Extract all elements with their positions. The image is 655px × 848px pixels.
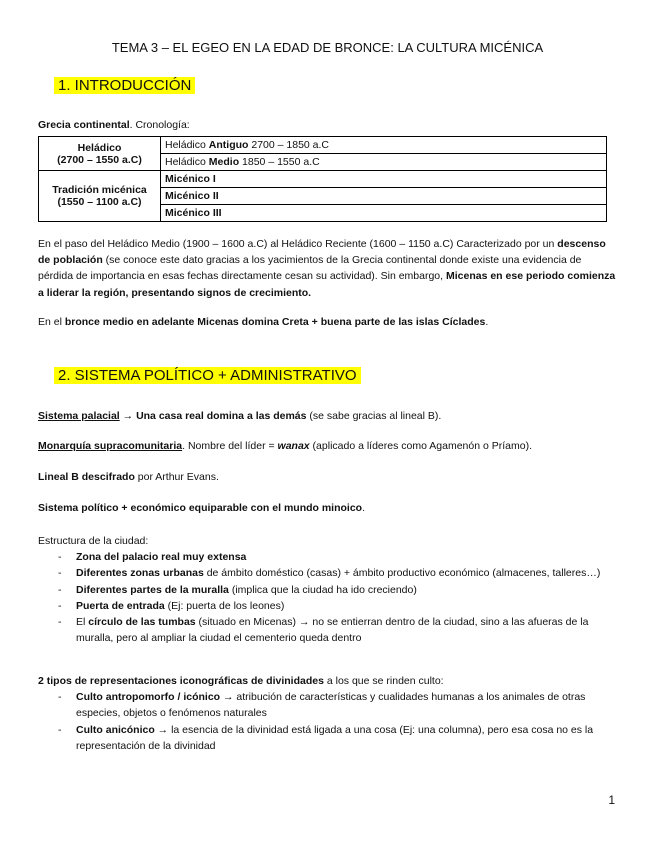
table-row (39, 171, 607, 188)
grecia-continental-label: Grecia continental. Cronología: (38, 119, 190, 131)
list-item: - Puerta de entrada (Ej: puerta de los leones) (38, 598, 618, 614)
page-title: TEMA 3 – EL EGEO EN LA EDAD DE BRONCE: LA CULTURA MICÉNICA (111, 40, 544, 55)
section-heading-sistema-politico: 2. SISTEMA POLÍTICO + ADMINISTRATIVO (54, 367, 361, 384)
chronology-table (38, 136, 607, 222)
line-sistema-palacial: Sistema palacial → Una casa real domina a las demás (se sabe gracias al lineal B). (38, 410, 442, 422)
list-item: - Culto antropomorfo / icónico → atribución de características y cualidades humanas a los animales de otras especies, objetos o fenómenos naturales (38, 689, 618, 721)
table-cell: Micénico III (161, 205, 607, 222)
table-cell: Micénico I (161, 171, 607, 188)
estructura-list (38, 549, 618, 646)
table-row (39, 137, 607, 154)
estructura-intro: Estructura de la ciudad: (38, 535, 149, 547)
list-item: - Culto anicónico → la esencia de la divinidad está ligada a una cosa (Ej: una columna), pero esa cosa no es la representación de la divinidad (38, 722, 618, 754)
paragraph-heladico: En el paso del Heládico Medio (1900 – 1600 a.C) al Heládico Reciente (1600 – 1150 a.C) Caracterizado por un descenso de población (se conoce este dato gracias a los yacimientos de la Grecia continental donde existe una evidencia de pérdida de importancia en esas fechas directamente cesan su actividad). Sin embargo, Micenas en ese periodo comienza a liderar la región, presentando signos de crecimiento. (38, 238, 616, 299)
table-cell-tradicion-micenica: Tradición micénica (1550 – 1100 a.C) (39, 171, 161, 222)
table-cell-heladico: Heládico (2700 – 1550 a.C) (39, 137, 161, 171)
tipos-intro: 2 tipos de representaciones iconográficas de divinidades a los que se rinden culto: (38, 675, 444, 687)
page-number: 1 (608, 793, 615, 807)
paragraph-bronce-medio: En el bronce medio en adelante Micenas domina Creta + buena parte de las islas Cíclades. (38, 316, 489, 328)
estructura-ciudad (38, 533, 618, 646)
table-cell: Micénico II (161, 188, 607, 205)
list-item: - Diferentes partes de la muralla (implica que la ciudad ha ido creciendo) (38, 582, 618, 598)
table-cell: Heládico Medio 1850 – 1550 a.C (161, 154, 607, 171)
tipos-list (38, 689, 618, 754)
list-item: - Diferentes zonas urbanas de ámbito doméstico (casas) + ámbito productivo económico (almacenes, talleres…) (38, 565, 618, 581)
line-monarquia: Monarquía supracomunitaria. Nombre del líder = wanax (aplicado a líderes como Agamenón o Príamo). (38, 440, 533, 452)
list-item: - Zona del palacio real muy extensa (38, 549, 618, 565)
line-lineal-b: Lineal B descifrado por Arthur Evans. (38, 471, 219, 483)
tipos-representaciones (38, 673, 618, 754)
section-heading-introduccion: 1. INTRODUCCIÓN (54, 77, 195, 94)
table-cell: Heládico Antiguo 2700 – 1850 a.C (161, 137, 607, 154)
list-item: - El círculo de las tumbas (situado en Micenas) → no se entierran dentro de la ciudad, sino a las afueras de la muralla, pero al ampliar la ciudad el cementerio queda dentro (38, 614, 618, 646)
line-sistema-politico: Sistema político + económico equiparable con el mundo minoico. (38, 502, 366, 514)
